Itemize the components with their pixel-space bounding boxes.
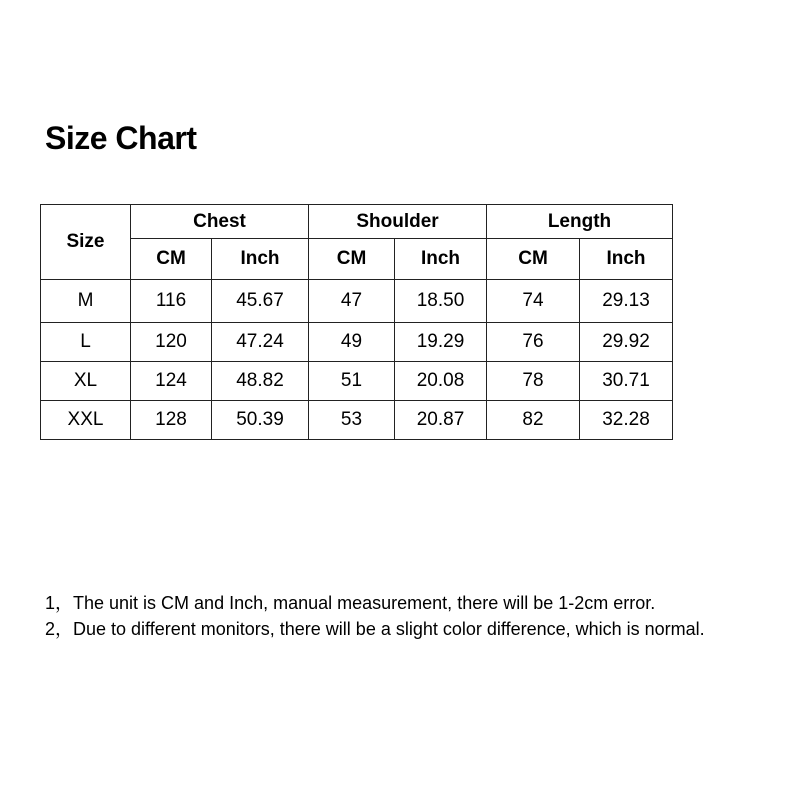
table-cell: 20.87 [395,401,487,440]
group-header-row [41,205,673,239]
size-chart-table [40,204,673,440]
table-cell: 29.92 [580,323,673,362]
table-cell: 76 [487,323,580,362]
table-cell: 29.13 [580,280,673,323]
size-cell: XXL [41,401,131,440]
unit-header: CM [131,239,212,280]
table-cell: 45.67 [212,280,309,323]
table-cell: 19.29 [395,323,487,362]
table-cell: 128 [131,401,212,440]
size-cell: L [41,323,131,362]
shoulder-header: Shoulder [309,205,487,239]
table-cell: 18.50 [395,280,487,323]
table-cell: 78 [487,362,580,401]
table-cell: 32.28 [580,401,673,440]
table-row [41,323,673,362]
table-cell: 116 [131,280,212,323]
page-title: Size Chart [45,120,197,156]
note-line: 1，The unit is CM and Inch, manual measurement, there will be 1-2cm error. [45,593,656,613]
size-header: Size [41,205,131,280]
size-cell: M [41,280,131,323]
table-cell: 30.71 [580,362,673,401]
unit-header-row [41,239,673,280]
unit-header: CM [487,239,580,280]
table-row [41,401,673,440]
table-row [41,280,673,323]
unit-header: CM [309,239,395,280]
table-cell: 50.39 [212,401,309,440]
note-line: 2，Due to different monitors, there will be a slight color difference, which is normal. [45,619,705,639]
table-cell: 47 [309,280,395,323]
table-cell: 20.08 [395,362,487,401]
table-row [41,362,673,401]
table-cell: 51 [309,362,395,401]
table-cell: 53 [309,401,395,440]
table-cell: 74 [487,280,580,323]
table-cell: 49 [309,323,395,362]
length-header: Length [487,205,673,239]
unit-header: Inch [212,239,309,280]
chest-header: Chest [131,205,309,239]
unit-header: Inch [580,239,673,280]
size-cell: XL [41,362,131,401]
table-cell: 120 [131,323,212,362]
notes-section [45,590,705,642]
unit-header: Inch [395,239,487,280]
table-cell: 48.82 [212,362,309,401]
table-cell: 82 [487,401,580,440]
table-cell: 47.24 [212,323,309,362]
table-cell: 124 [131,362,212,401]
